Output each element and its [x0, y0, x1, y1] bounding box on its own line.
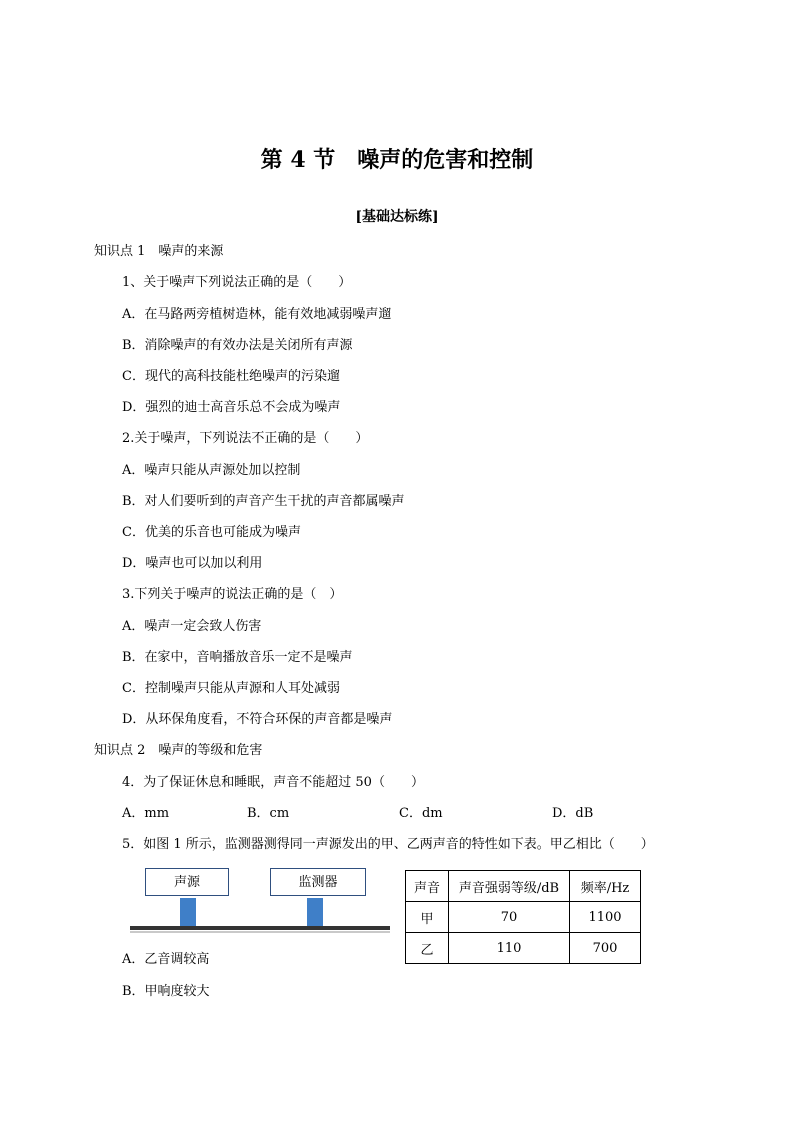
sound-source-box: 声源 — [145, 868, 229, 896]
question-4-option-b: B．cm — [247, 806, 290, 821]
question-4-option-d: D．dB — [552, 806, 594, 821]
question-3-stem: 3.下列关于噪声的说法正确的是（ ） — [122, 587, 343, 602]
question-3-option-d: D．从环保角度看，不符合环保的声音都是噪声 — [122, 712, 393, 727]
table-row — [406, 902, 641, 933]
question-1-option-b: B．消除噪声的有效办法是关闭所有声源 — [122, 338, 353, 353]
question-5-option-a: A．乙音调较高 — [122, 952, 210, 967]
section-heading-1: 知识点 1 噪声的来源 — [94, 244, 224, 259]
table-header-cell: 声音 — [406, 871, 449, 902]
question-1-option-d: D．强烈的迪士高音乐总不会成为噪声 — [122, 400, 341, 415]
question-4-options — [122, 806, 722, 822]
table-cell: 700 — [570, 933, 641, 964]
question-2-stem: 2.关于噪声，下列说法不正确的是（ ） — [122, 431, 369, 446]
table-header-cell: 频率/Hz — [570, 871, 641, 902]
table-cell: 70 — [449, 902, 570, 933]
question-5-option-b: B．甲响度较大 — [122, 984, 210, 999]
sound-data-table — [405, 870, 641, 964]
question-4-option-c: C．dm — [399, 806, 443, 821]
question-3-option-b: B．在家中，音响播放音乐一定不是噪声 — [122, 650, 353, 665]
table-row — [406, 933, 641, 964]
page-subtitle: [基础达标练] — [355, 209, 439, 225]
base-bench — [130, 926, 390, 930]
monitor-stand — [307, 898, 323, 926]
sound-source-stand — [180, 898, 196, 926]
figure-1-diagram — [130, 868, 395, 940]
question-2-option-a: A．噪声只能从声源处加以控制 — [122, 463, 301, 478]
question-5-stem: 5．如图 1 所示，监测器测得同一声源发出的甲、乙两声音的特性如下表。甲乙相比（ ） — [122, 837, 654, 852]
question-1-option-c: C．现代的高科技能杜绝噪声的污染遛 — [122, 369, 340, 384]
page-title: 第 4 节 噪声的危害和控制 — [260, 147, 534, 173]
section-heading-2: 知识点 2 噪声的等级和危害 — [94, 743, 263, 758]
monitor-box: 监测器 — [270, 868, 366, 896]
table-header-cell: 声音强弱等级/dB — [449, 871, 570, 902]
question-2-option-b: B．对人们要听到的声音产生干扰的声音都属噪声 — [122, 494, 405, 509]
base-bench-shadow — [130, 931, 390, 933]
table-header-row — [406, 871, 641, 902]
question-4-stem: 4．为了保证休息和睡眠，声音不能超过 50（ ） — [122, 775, 424, 790]
question-3-option-c: C．控制噪声只能从声源和人耳处减弱 — [122, 681, 340, 696]
table-cell: 110 — [449, 933, 570, 964]
question-2-option-d: D．噪声也可以加以利用 — [122, 556, 263, 571]
table-cell: 1100 — [570, 902, 641, 933]
question-2-option-c: C．优美的乐音也可能成为噪声 — [122, 525, 301, 540]
question-1-option-a: A．在马路两旁植树造林，能有效地减弱噪声遛 — [122, 307, 392, 322]
table-cell: 乙 — [406, 933, 449, 964]
table-cell: 甲 — [406, 902, 449, 933]
question-4-option-a: A．mm — [122, 806, 170, 821]
question-3-option-a: A．噪声一定会致人伤害 — [122, 619, 262, 634]
question-1-stem: 1、关于噪声下列说法正确的是（ ） — [122, 275, 352, 290]
